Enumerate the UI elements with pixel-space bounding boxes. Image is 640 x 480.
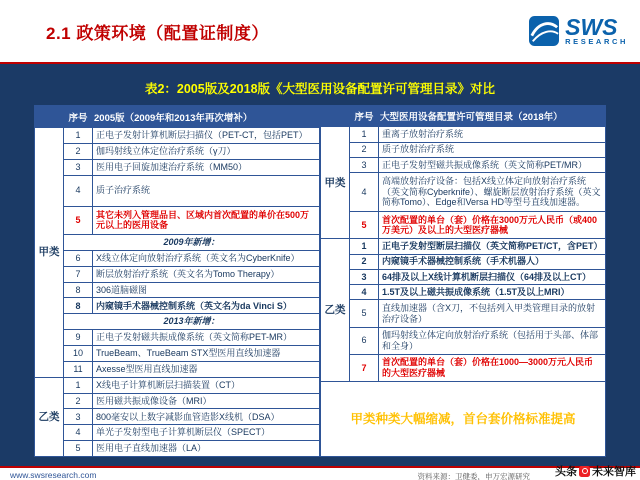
- device-name: 伽玛射线立体定位治疗系统（γ刀）: [93, 144, 320, 160]
- row-number: 2: [64, 144, 93, 160]
- row-number: 9: [64, 330, 93, 346]
- sws-logo: [529, 13, 628, 46]
- row-number: 4: [64, 175, 93, 206]
- no-column-header: 序号: [350, 106, 379, 127]
- summary-note: 甲类种类大幅缩减，首台套价格标准提高: [321, 382, 606, 457]
- table-row: [321, 269, 606, 284]
- device-name: 正电子发射型磁共振成像系统（英文简称PET/MR）: [379, 157, 606, 172]
- page-title: 2.1 政策环境（配置证制度）: [46, 23, 269, 43]
- logo-text: [565, 13, 628, 46]
- catalog-column-header: 2005版（2009年和2013年再次增补）: [93, 106, 320, 128]
- table-row: [35, 361, 320, 377]
- watermark: [555, 463, 636, 479]
- class-label: 乙类: [321, 239, 350, 382]
- device-name: 质子治疗系统: [93, 175, 320, 206]
- table-2018-catalog: [320, 105, 606, 457]
- row-number: 2: [350, 254, 379, 269]
- year-divider: 2013年新增：: [64, 314, 320, 330]
- table-row: [35, 128, 320, 144]
- table-row: [35, 266, 320, 282]
- table-row: [35, 159, 320, 175]
- table-row: [35, 425, 320, 441]
- row-number: 3: [64, 409, 93, 425]
- device-name: 医用磁共振成像设备（MRI）: [93, 393, 320, 409]
- table-row: [321, 127, 606, 142]
- row-number: 4: [350, 285, 379, 300]
- table-row: [35, 206, 320, 234]
- row-number: 1: [350, 239, 379, 254]
- row-number: 5: [350, 300, 379, 327]
- year-divider: 2009年新增：: [64, 234, 320, 250]
- device-name: 直线加速器（含X刀，不包括列入甲类管理目录的放射治疗设备）: [379, 300, 606, 327]
- device-name: 单光子发射型电子计算机断层仪（SPECT）: [93, 425, 320, 441]
- table-row: [321, 327, 606, 354]
- note-row: [321, 382, 606, 457]
- watermark-left-text: 头条: [555, 466, 577, 478]
- device-name: 医用电子直线加速器（LA）: [93, 441, 320, 457]
- device-name: 高端放射治疗设备：包括X线立体定向放射治疗系统（英文简称Cyberknife）、螺旋断层放射治疗系统（英文简称Tomo）、Edge和Versa HD等型号直线加速器。: [379, 173, 606, 212]
- class-label: 甲类: [35, 128, 64, 378]
- watermark-right-text: 未来智库: [592, 466, 636, 478]
- table-row: [321, 239, 606, 254]
- row-number: 4: [350, 173, 379, 212]
- row-number: 2: [64, 393, 93, 409]
- row-number: 3: [64, 159, 93, 175]
- device-name: 质子放射治疗系统: [379, 142, 606, 157]
- device-name: 断层放射治疗系统（英文名为Tomo Therapy）: [93, 266, 320, 282]
- row-number: 8: [64, 298, 93, 314]
- row-number: 7: [350, 354, 379, 381]
- table-row: [35, 314, 320, 330]
- row-number: 4: [64, 425, 93, 441]
- device-name: 正电子发射型断层扫描仪（英文简称PET/CT，含PET）: [379, 239, 606, 254]
- class-column-header: [321, 106, 350, 127]
- device-name: 伽玛射线立体定向放射治疗系统（包括用于头部、体部和全身）: [379, 327, 606, 354]
- table-row: [321, 285, 606, 300]
- table-row: [35, 377, 320, 393]
- device-name: 内窥镜手术器械控制系统（英文名为da Vinci S）: [93, 298, 320, 314]
- row-number: 7: [64, 266, 93, 282]
- row-number: 5: [64, 206, 93, 234]
- row-number: 3: [350, 157, 379, 172]
- table-header-row: [35, 106, 320, 128]
- device-name: 306道脑磁图: [93, 282, 320, 298]
- table-row: [321, 173, 606, 212]
- table-row: [35, 298, 320, 314]
- class-label: 甲类: [321, 127, 350, 239]
- class-column-header: [35, 106, 64, 128]
- row-number: 3: [350, 269, 379, 284]
- row-number: 1: [64, 377, 93, 393]
- table-row: [321, 354, 606, 381]
- content-board: [0, 64, 640, 466]
- device-name: Axesse型医用直线加速器: [93, 361, 320, 377]
- row-number: 1: [64, 128, 93, 144]
- device-name: 正电子发射磁共振成像系统（英文简称PET-MR）: [93, 330, 320, 346]
- device-name: 1.5T及以上磁共振成像系统（1.5T及以上MRI）: [379, 285, 606, 300]
- device-name: X线电子计算机断层扫描装置（CT）: [93, 377, 320, 393]
- row-number: 2: [350, 142, 379, 157]
- table-row: [35, 409, 320, 425]
- table-row: [321, 254, 606, 269]
- no-column-header: 序号: [64, 106, 93, 128]
- row-number: 8: [64, 282, 93, 298]
- table-row: [35, 330, 320, 346]
- table-row: [321, 142, 606, 157]
- row-number: 6: [64, 250, 93, 266]
- row-number: 5: [64, 441, 93, 457]
- device-name: TrueBeam、TrueBeam STX型医用直线加速器: [93, 345, 320, 361]
- table-row: [321, 212, 606, 239]
- device-name: 医用电子回旋加速治疗系统（MM50）: [93, 159, 320, 175]
- class-label: 乙类: [35, 377, 64, 456]
- header-bar: [0, 0, 640, 62]
- table-row: [35, 144, 320, 160]
- toutiao-icon: [579, 466, 590, 477]
- table-row: [35, 175, 320, 206]
- table-row: [35, 282, 320, 298]
- table-row: [321, 300, 606, 327]
- table-header-row: [321, 106, 606, 127]
- source-note: 资料来源：卫健委，申万宏源研究: [417, 472, 530, 480]
- row-number: 1: [350, 127, 379, 142]
- device-name: 正电子发射计算机断层扫描仪（PET-CT，包括PET）: [93, 128, 320, 144]
- device-name: 其它未列入管理品目、区域内首次配置的单价在500万元以上的医用设备: [93, 206, 320, 234]
- table-row: [35, 234, 320, 250]
- catalog-column-header: 大型医用设备配置许可管理目录（2018年）: [379, 106, 606, 127]
- footer: [0, 466, 640, 480]
- footer-url[interactable]: www.swsresearch.com: [10, 470, 97, 480]
- device-name: 重离子放射治疗系统: [379, 127, 606, 142]
- comparison-tables: [0, 105, 640, 457]
- device-name: 64排及以上X线计算机断层扫描仪（64排及以上CT）: [379, 269, 606, 284]
- device-name: 内窥镜手术器械控制系统（手术机器人）: [379, 254, 606, 269]
- table-caption: 表2：2005版及2018版《大型医用设备配置许可管理目录》对比: [144, 82, 496, 96]
- table-2005-catalog: [34, 105, 320, 457]
- table-row: [35, 441, 320, 457]
- device-name: X线立体定向放射治疗系统（英文名为CyberKnife）: [93, 250, 320, 266]
- device-name: 首次配置的单台（套）价格在3000万元人民币（或400万美元）及以上的大型医疗器械: [379, 212, 606, 239]
- row-number: 11: [64, 361, 93, 377]
- table-row: [35, 345, 320, 361]
- logo-subtitle: RESEARCH: [565, 36, 628, 46]
- logo-brand: SWS: [565, 13, 618, 40]
- device-name: 首次配置的单台（套）价格在1000—3000万元人民币的大型医疗器械: [379, 354, 606, 381]
- table-row: [35, 250, 320, 266]
- sws-globe-icon: [529, 16, 559, 46]
- device-name: 800毫安以上数字减影血管造影X线机（DSA）: [93, 409, 320, 425]
- table-row: [321, 157, 606, 172]
- row-number: 5: [350, 212, 379, 239]
- row-number: 10: [64, 345, 93, 361]
- table-row: [35, 393, 320, 409]
- row-number: 6: [350, 327, 379, 354]
